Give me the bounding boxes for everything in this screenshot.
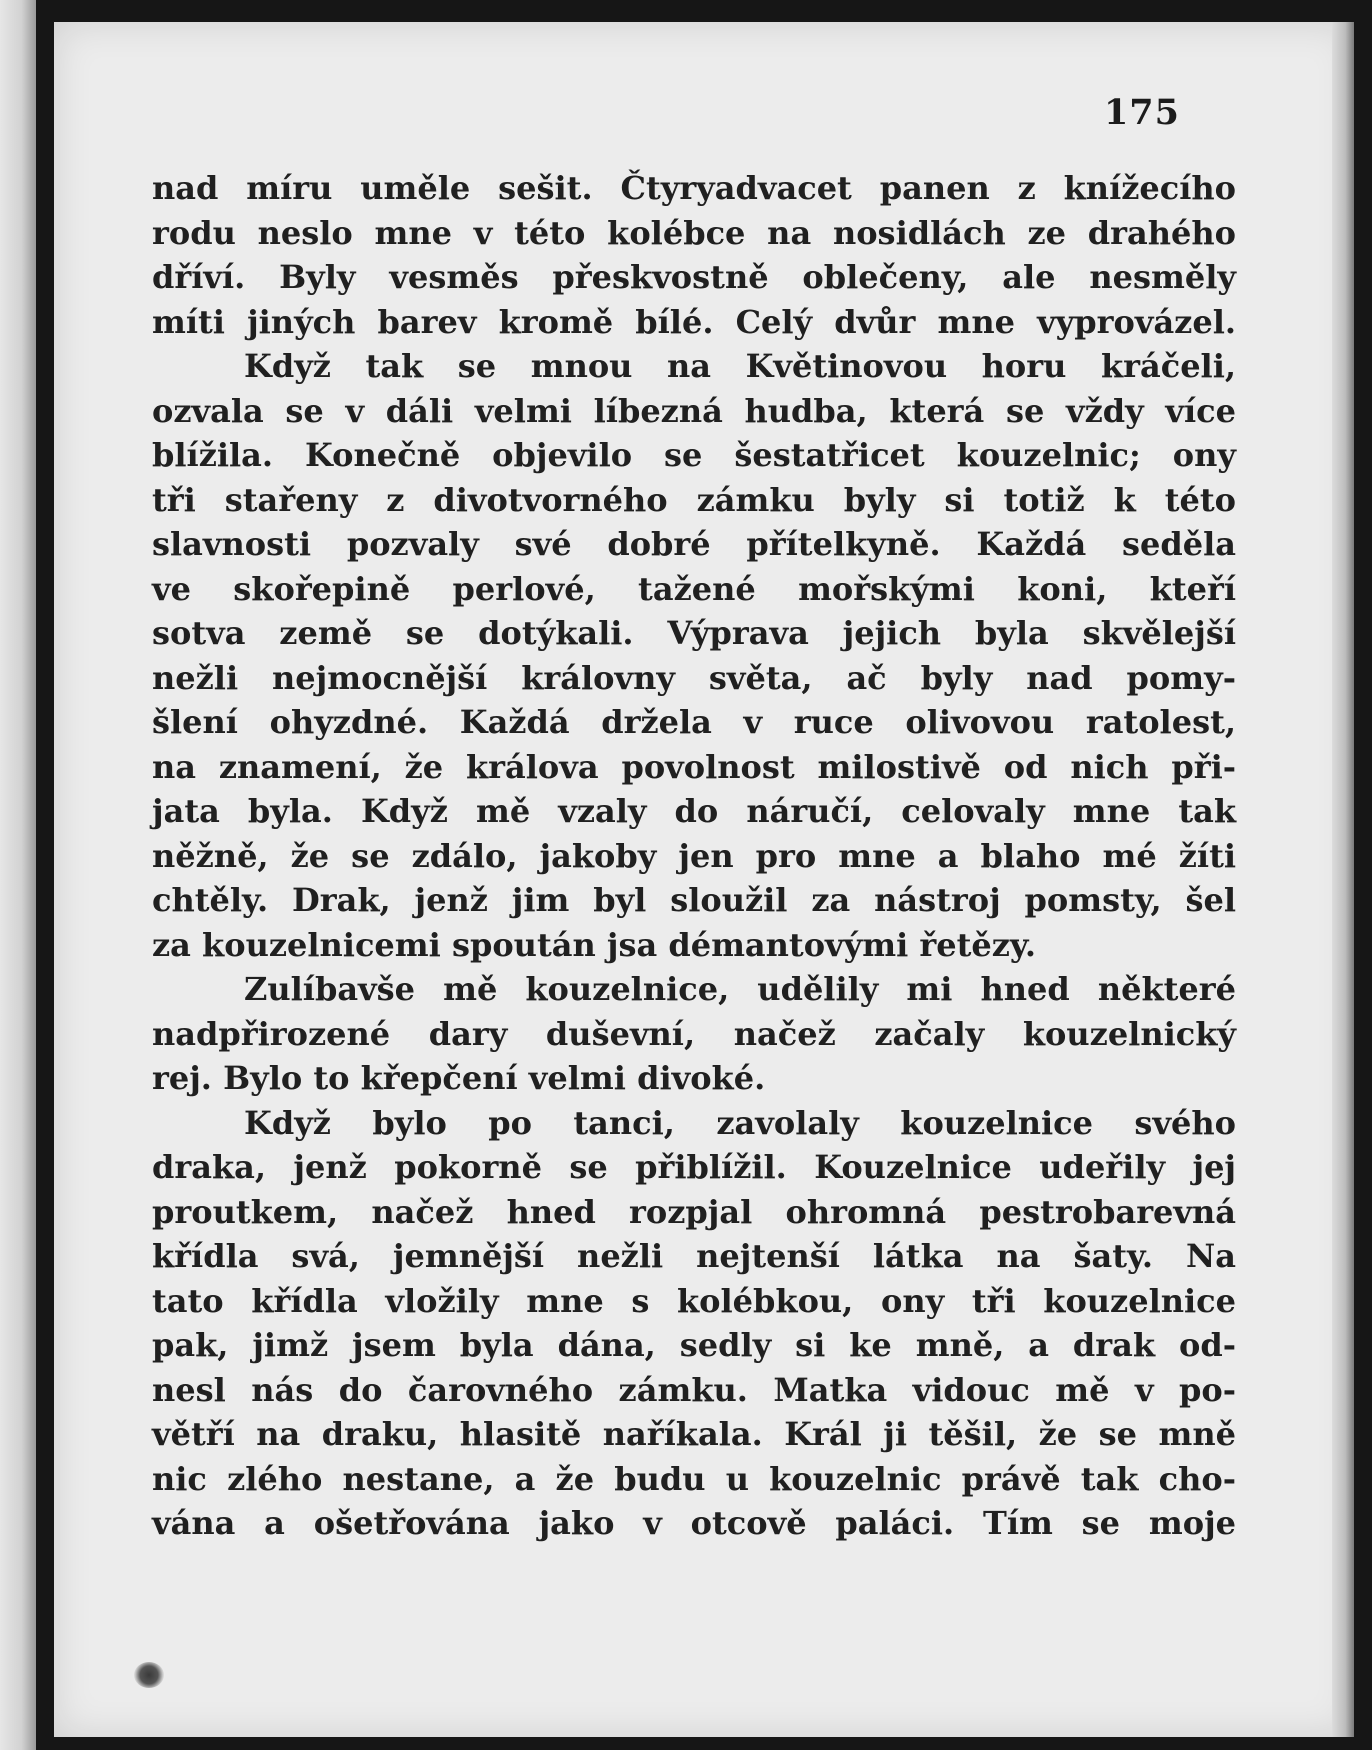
text-line: proutkem, načež hned rozpjal ohromná pestrobarevná [152,1192,1236,1231]
text-line: šlení ohyzdné. Každá držela v ruce olivovou ratolest, [152,703,1236,741]
text-line: draka, jenž pokorně se přiblížil. Kouzelnice udeřily jej [152,1148,1236,1186]
page-number: 175 [1103,92,1180,133]
text-line: dříví. Byly vesměs přeskvostně oblečeny, ale nesměly [152,258,1236,296]
text-line: slavnosti pozvaly své dobré přítelkyně. Každá seděla [152,525,1236,563]
text-line: Když bylo po tanci, zavolaly kouzelnice svého [244,1103,1236,1142]
text-line: větří na draku, hlasitě naříkala. Král ji těšil, že se mně [152,1415,1236,1453]
text-line: křídla svá, jemnější nežli nejtenší látka na šaty. Na [152,1237,1236,1275]
text-line: jata byla. Když mě vzaly do náručí, celovaly mne tak [152,792,1236,830]
text-line: sotva země se dotýkali. Výprava jejich byla skvělejší [152,614,1236,652]
text-line: rodu neslo mne v této kolébce na nosidlách ze drahého [152,213,1236,252]
book-page [54,22,1354,1737]
text-line: Zulíbavše mě kouzelnice, udělily mi hned některé [244,970,1236,1008]
text-line: nic zlého nestane, a že budu u kouzelnic právě tak cho- [152,1459,1236,1498]
body-text [152,166,1236,1546]
text-line: rej. Bylo to křepčení velmi divoké. [152,1059,766,1097]
text-line: pak, jimž jsem byla dána, sedly si ke mně, a drak od- [152,1326,1236,1364]
adjacent-page-edge [0,0,36,1750]
text-line: chtěly. Drak, jenž jim byl sloužil za nástroj pomsty, šel [152,881,1236,919]
text-line: za kouzelnicemi spoután jsa démantovými řetězy. [152,925,1036,964]
page-right-edge [1332,22,1354,1737]
text-line: něžně, že se zdálo, jakoby jen pro mne a blaho mé žíti [152,836,1236,875]
text-line: na znamení, že králova povolnost milostivě od nich při- [152,747,1236,786]
text-line: nad míru uměle sešit. Čtyryadvacet panen z knížecího [152,169,1236,207]
text-line: nesl nás do čarovného zámku. Matka vidouc mě v po- [152,1370,1236,1409]
text-line: ozvala se v dáli velmi líbezná hudba, která se vždy více [152,391,1236,430]
text-line: nadpřirozené dary duševní, načež začaly kouzelnický [152,1014,1236,1053]
text-line: blížila. Konečně objevilo se šestatřicet kouzelnic; ony [152,436,1236,474]
text-line: tato křídla vložily mne s kolébkou, ony tři kouzelnice [152,1281,1236,1320]
text-line: nežli nejmocnější královny světa, ač byly nad pomy- [152,658,1236,697]
text-line: ve skořepině perlové, tažené mořskými koni, kteří [152,569,1236,608]
text-line: vána a ošetřována jako v otcově paláci. Tím se moje [152,1504,1236,1542]
text-line: míti jiných barev kromě bílé. Celý dvůr mne vyprovázel. [152,302,1236,341]
text-line: Když tak se mnou na Květinovou horu kráčeli, [244,347,1236,385]
ink-blot [134,1662,164,1688]
text-line: tři stařeny z divotvorného zámku byly si totiž k této [152,480,1236,519]
